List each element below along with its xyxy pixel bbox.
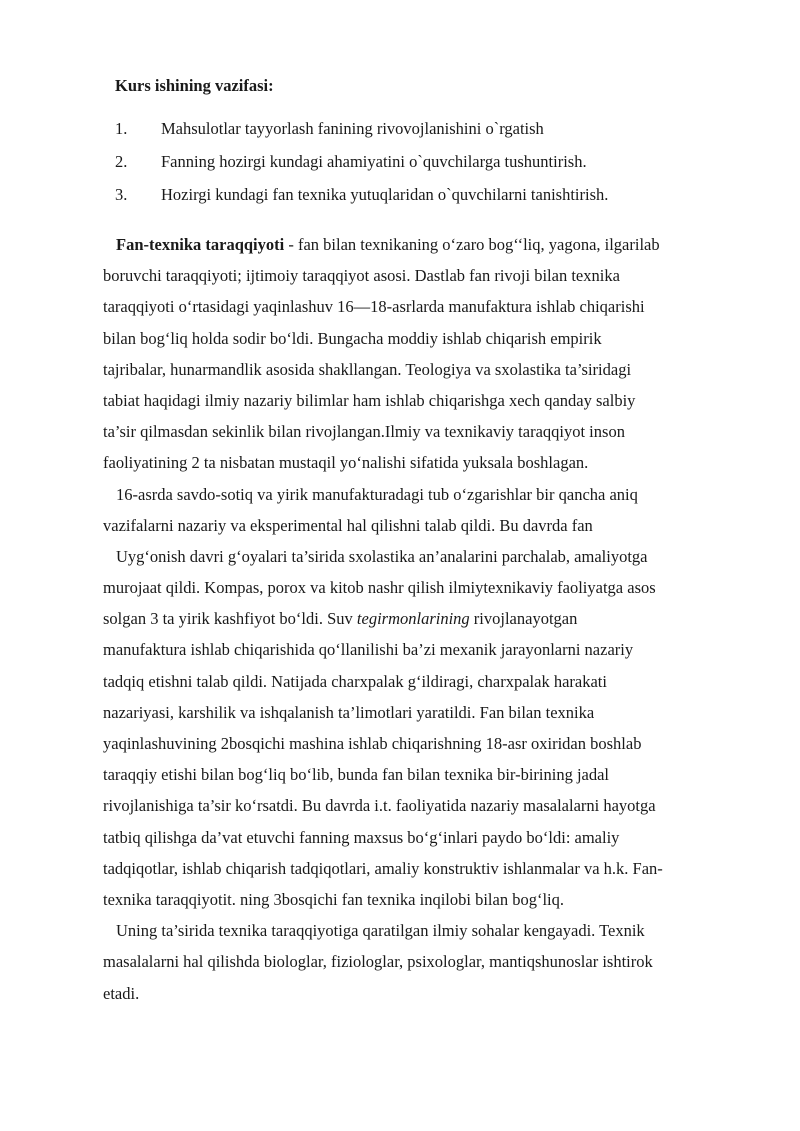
text-line: yaqinlashuvining 2bosqichi mashina ishlab chiqarishning 18-asr oxiridan boshlab — [103, 734, 642, 753]
task-text: Mahsulotlar tayyorlash fanining rivovojlanishini o`rgatish — [161, 119, 544, 138]
text-line: tadqiqotlar, ishlab chiqarish tadqiqotlari, amaliy konstruktiv ishlanmalar va h.k. Fan- — [103, 858, 663, 878]
text-line: faoliyatining 2 ta nisbatan mustaqil yo‘nalishi sifatida yuksala boshlagan. — [103, 453, 589, 473]
text-line: masalalarni hal qilishda biologlar, fiziologlar, psixologlar, mantiqshunoslar ishtirok — [103, 952, 653, 972]
text-line: 16-asrda savdo-sotiq va yirik manufakturadagi tub o‘zgarishlar bir qancha aniq — [116, 484, 638, 504]
text-line: ta’sir qilmasdan sekinlik bilan rivojlangan.Ilmiy va texnikaviy taraqqiyot inson — [103, 422, 625, 442]
task-text: Hozirgi kundagi fan texnika yutuqlaridan o`quvchilarni tanishtirish. — [161, 185, 609, 204]
text-line: vazifalarni nazariy va eksperimental hal qilishni talab qildi. Bu davrda fan — [103, 515, 593, 535]
text-line: Uning ta’sirida texnika taraqqiyotiga qaratilgan ilmiy sohalar kengayadi. Texnik — [116, 921, 645, 941]
text-line: rivojlanishiga ta’sir ko‘rsatdi. Bu davrda i.t. faoliyatida nazariy masalalarni hayotga — [103, 796, 656, 816]
text-line: bilan bog‘liq holda sodir bo‘ldi. Bungacha moddiy ishlab chiqarish empirik — [103, 328, 602, 348]
task-number: 2. — [115, 152, 128, 171]
text-line: tatbiq qilishga da’vat etuvchi fanning maxsus bo‘g‘inlari paydo bo‘ldi: amaliy — [103, 827, 620, 847]
text-line: tajribalar, hunarmandlik asosida shakllangan. Teologiya va sxolastika ta’siridagi — [103, 359, 632, 379]
text-span: rivojlanayotgan — [469, 609, 578, 629]
text-line: nazariyasi, karshilik va ishqalanish ta’limotlari yaratildi. Fan bilan texnika — [103, 702, 595, 722]
text-line — [103, 603, 743, 634]
text-line — [103, 229, 743, 260]
text-line: Uyg‘onish davri g‘oyalari ta’sirida sxolastika an’analarini parchalab, amaliyotga — [116, 546, 648, 566]
term-bold: Fan-texnika taraqqiyoti — [116, 235, 285, 254]
text-line: tabiat haqidagi ilmiy nazariy bilimlar ham ishlab chiqarishga xech qanday salbiy — [103, 390, 636, 410]
text-span: solgan 3 ta yirik kashfiyot bo‘ldi. Suv — [103, 609, 357, 629]
text-line: taraqqiyoti o‘rtasidagi yaqinlashuv 16—18-asrlarda manufaktura ishlab chiqarishi — [103, 297, 645, 317]
text-line: texnika taraqqiyotit. ning 3bosqichi fan texnika inqilobi bilan bog‘liq. — [103, 889, 565, 909]
task-text: Fanning hozirgi kundagi ahamiyatini o`quvchilarga tushuntirish. — [161, 152, 587, 171]
task-number: 1. — [115, 119, 128, 138]
text-line: murojaat qildi. Kompas, porox va kitob nashr qilish ilmiytexnikaviy faoliyatga asos — [103, 578, 656, 598]
text-line: etadi. — [103, 983, 140, 1003]
body-text — [103, 229, 743, 1009]
text-line: taraqqiy etishi bilan bog‘liq bo‘lib, bunda fan bilan texnika bir-birining jadal — [103, 765, 610, 785]
task-number: 3. — [115, 185, 128, 204]
text-line: boruvchi taraqqiyoti; ijtimoiy taraqqiyot asosi. Dastlab fan rivoji bilan texnika — [103, 266, 620, 286]
text-line: tadqiq etishni talab qildi. Natijada charxpalak g‘ildiragi, charxpalak harakati — [103, 671, 607, 691]
italic-term: tegirmonlarining — [356, 609, 470, 629]
text-span: - fan bilan texnikaning o‘zaro bog‘‘liq, yagona, ilgarilab — [284, 235, 660, 254]
text-line: manufaktura ishlab chiqarishida qo‘llanilishi ba’zi mexanik jarayonlarni nazariy — [103, 640, 634, 660]
section-heading: Kurs ishining vazifasi: — [115, 76, 274, 95]
